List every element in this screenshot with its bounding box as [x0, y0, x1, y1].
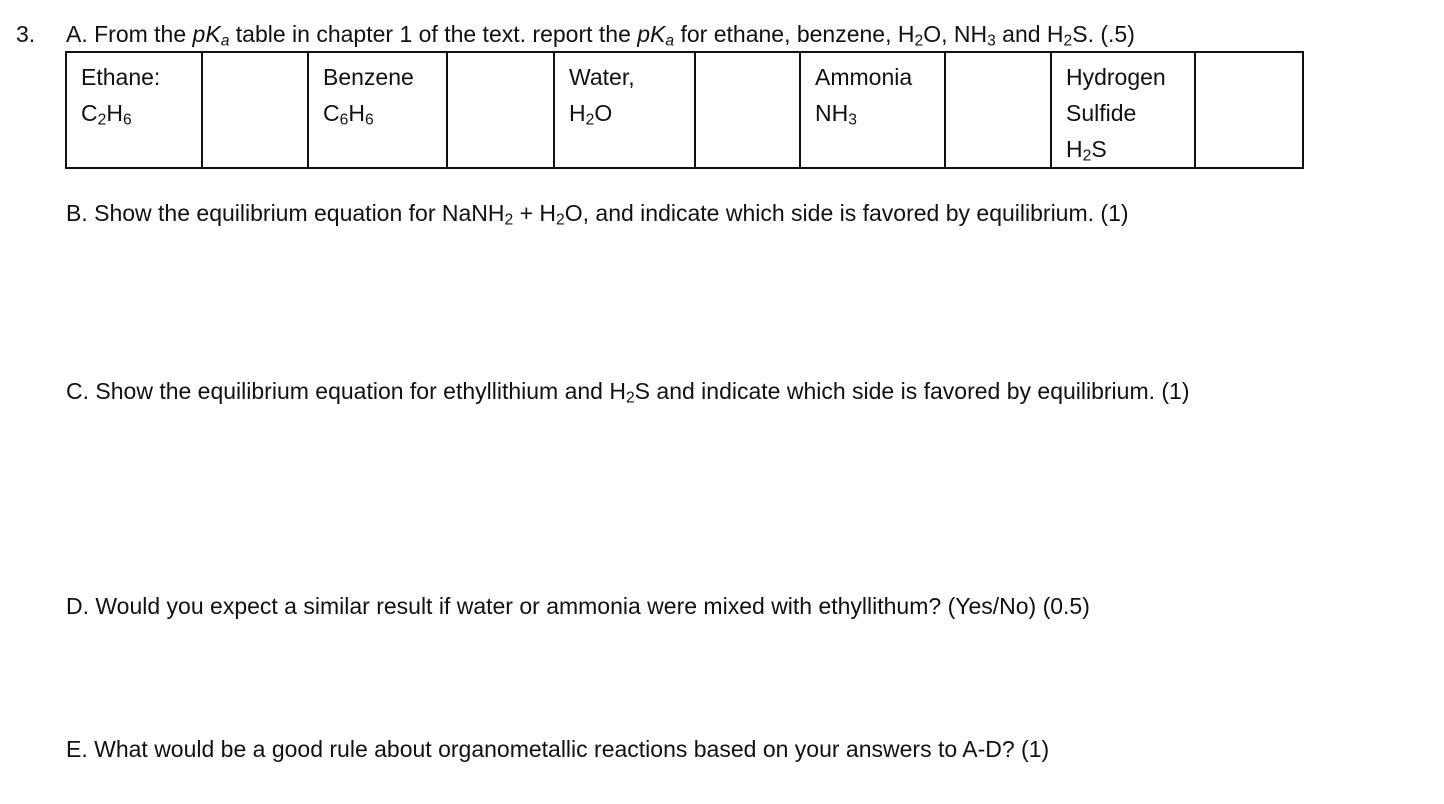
part-c-prompt: C. Show the equilibrium equation for ethyllithium and $H_2S$ and indicate which side is favored by equilibrium. (1)	[66, 378, 1190, 407]
pka-answer-table	[65, 51, 1304, 169]
ethane-name: Ethane:	[81, 64, 161, 90]
ammonia-name: Ammonia	[815, 64, 913, 90]
part-a-text: O, NH	[923, 21, 988, 47]
subscript: 2	[556, 211, 565, 229]
part-a-text: and H	[995, 21, 1064, 47]
benzene-pka-answer-cell[interactable]	[447, 52, 554, 168]
ethane-formula: $C_2H_6$	[81, 100, 132, 129]
hydrogen-sulfide-label-cell	[1051, 52, 1195, 168]
water-label-cell	[554, 52, 695, 168]
hydrogen-sulfide-name-line2: Sulfide	[1066, 100, 1137, 126]
water-pka-answer-cell[interactable]	[695, 52, 800, 168]
subscript: 2	[914, 32, 924, 50]
part-d-prompt: D. Would you expect a similar result if water or ammonia were mixed with ethyllithum? (Yes/No) (0.5)	[66, 593, 1090, 619]
ammonia-pka-answer-cell[interactable]	[945, 52, 1051, 168]
part-a-text: table in chapter 1 of the text. report the	[229, 21, 638, 47]
part-e-prompt: E. What would be a good rule about organometallic reactions based on your answers to A-D? (1)	[66, 736, 1050, 762]
subscript: 2	[625, 389, 635, 407]
benzene-formula: $C_6H_6$	[323, 100, 374, 129]
ammonia-formula: $NH_3$	[815, 100, 857, 129]
question-number: 3.	[16, 21, 36, 47]
water-formula: $H_2O$	[569, 100, 613, 129]
water-name: Water,	[569, 64, 635, 90]
hydrogen-sulfide-formula: $H_2S$	[1066, 136, 1107, 165]
subscript: 2	[1063, 32, 1073, 50]
ethane-label-cell	[66, 52, 202, 168]
part-a-prompt	[66, 20, 1135, 48]
benzene-label-cell	[308, 52, 447, 168]
part-a-text: A. From the	[66, 21, 193, 47]
pka-symbol: $pK_a$	[192, 21, 230, 50]
pka-symbol: $pK_a$	[637, 21, 675, 50]
benzene-name: Benzene	[323, 64, 414, 90]
ammonia-label-cell	[800, 52, 945, 168]
subscript: 2	[504, 211, 514, 229]
part-b-prompt: B. Show the equilibrium equation for NaNH$_2$ + $H_2O$, and indicate which side is favored by equilibrium. (1)	[66, 200, 1129, 229]
part-a-text: S. (.5)	[1072, 21, 1135, 47]
part-a-text: for ethane, benzene, H	[674, 21, 915, 47]
hydrogen-sulfide-pka-answer-cell[interactable]	[1195, 52, 1303, 168]
ethane-pka-answer-cell[interactable]	[202, 52, 308, 168]
subscript: 3	[987, 32, 996, 50]
hydrogen-sulfide-name-line1: Hydrogen	[1066, 64, 1166, 90]
